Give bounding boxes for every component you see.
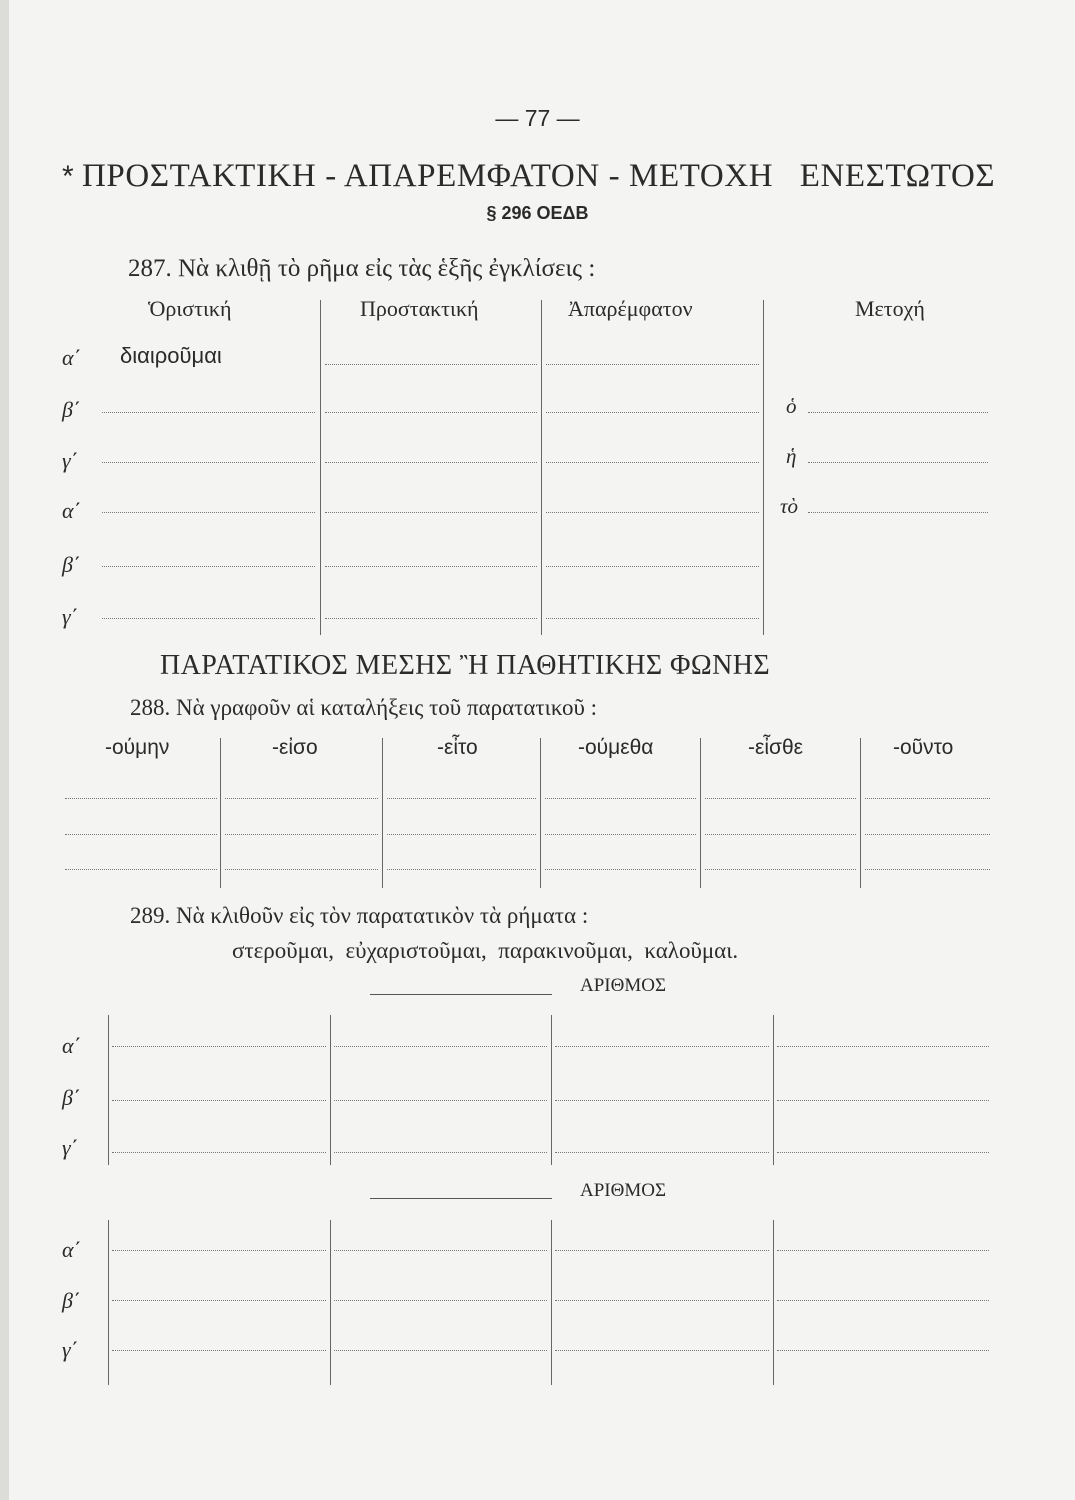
answer-line[interactable] <box>555 1046 769 1047</box>
row-label: β΄ <box>62 1085 81 1110</box>
row-label: β΄ <box>62 552 81 577</box>
ending-ounto: -οῦντο <box>893 736 954 759</box>
row-label: β΄ <box>62 1288 81 1313</box>
answer-line[interactable] <box>102 462 315 463</box>
answer-line[interactable] <box>387 834 536 835</box>
row-label: α΄ <box>62 1033 81 1058</box>
answer-line[interactable] <box>777 1350 989 1351</box>
number-label-plural: ΑΡΙΘΜΟΣ <box>580 1180 667 1201</box>
row-label: α΄ <box>62 345 81 370</box>
answer-line[interactable] <box>225 869 378 870</box>
answer-line[interactable] <box>865 798 990 799</box>
answer-line[interactable] <box>225 834 378 835</box>
ending-oumin: -ούμην <box>105 736 170 759</box>
number-underline <box>370 1198 552 1199</box>
answer-line[interactable] <box>555 1152 769 1153</box>
answer-line[interactable] <box>555 1250 769 1251</box>
header-prostaktiki: Προστακτική <box>360 296 479 321</box>
answer-line[interactable] <box>808 412 988 413</box>
answer-line[interactable] <box>777 1300 989 1301</box>
answer-line[interactable] <box>112 1100 326 1101</box>
answer-line[interactable] <box>777 1046 989 1047</box>
answer-line[interactable] <box>112 1350 326 1351</box>
answer-line[interactable] <box>112 1300 326 1301</box>
exercise-287-instruction: 287. Νὰ κλιθῇ τὸ ρῆμα εἰς τὰς ἑξῆς ἐγκλίσεις : <box>128 255 596 282</box>
row-label: α΄ <box>62 498 81 523</box>
row-label: β΄ <box>62 397 81 422</box>
answer-line[interactable] <box>102 412 315 413</box>
header-aparemfaton: Ἀπαρέμφατον <box>568 296 693 321</box>
answer-line[interactable] <box>555 1100 769 1101</box>
table-289a-divider-1 <box>330 1015 331 1165</box>
answer-line[interactable] <box>334 1300 547 1301</box>
row-label: γ΄ <box>62 604 78 629</box>
exercise-288-instruction: 288. Νὰ γραφοῦν αἱ καταλήξεις τοῦ παρατατικοῦ : <box>130 695 597 720</box>
answer-line[interactable] <box>334 1250 547 1251</box>
answer-line[interactable] <box>777 1100 989 1101</box>
ending-eisthe: -εἶσθε <box>748 736 804 759</box>
answer-line[interactable] <box>102 512 315 513</box>
header-metochi: Μετοχή <box>855 296 925 321</box>
answer-line[interactable] <box>777 1152 989 1153</box>
answer-line[interactable] <box>334 1100 547 1101</box>
answer-line[interactable] <box>65 798 217 799</box>
table-287-divider-1 <box>320 300 321 635</box>
header-oristiki: Ὁριστική <box>148 296 232 321</box>
table-288-divider-5 <box>860 738 861 888</box>
participle-article-feminine: ἡ <box>786 444 797 468</box>
answer-line[interactable] <box>545 798 696 799</box>
answer-line[interactable] <box>808 462 988 463</box>
answer-line[interactable] <box>865 834 990 835</box>
answer-line[interactable] <box>325 364 537 365</box>
table-288-divider-4 <box>700 738 701 888</box>
ending-eiso: -εἰσο <box>272 736 318 759</box>
section-reference: § 296 ΟΕΔΒ <box>486 203 589 223</box>
answer-line[interactable] <box>545 834 696 835</box>
answer-line[interactable] <box>112 1250 326 1251</box>
answer-line[interactable] <box>325 618 537 619</box>
table-288-divider-2 <box>382 738 383 888</box>
verbs-to-conjugate: στεροῦμαι, εὐχαριστοῦμαι, παρακινοῦμαι, καλοῦμαι. <box>232 938 739 963</box>
page-number: — 77 — <box>495 105 580 131</box>
answer-line[interactable] <box>545 869 696 870</box>
answer-line[interactable] <box>65 834 217 835</box>
table-289b-divider-1 <box>330 1220 331 1385</box>
answer-line[interactable] <box>387 798 536 799</box>
answer-line[interactable] <box>546 462 759 463</box>
answer-line[interactable] <box>325 412 537 413</box>
table-289a-divider-3 <box>773 1015 774 1165</box>
table-287-divider-2 <box>541 300 542 635</box>
table-287-divider-3 <box>763 300 764 635</box>
table-289b-left-border <box>108 1220 109 1385</box>
first-verb: διαιροῦμαι <box>120 343 222 368</box>
answer-line[interactable] <box>65 869 217 870</box>
participle-article-neuter: τὸ <box>780 494 799 518</box>
page-title: ΠΡΟΣΤΑΚΤΙΚΗ - ΑΠΑΡΕΜΦΑΤΟΝ - ΜΕΤΟΧΗ ΕΝΕΣΤΩΤΟΣ <box>82 158 996 194</box>
answer-line[interactable] <box>546 512 759 513</box>
answer-line[interactable] <box>865 869 990 870</box>
section-2-title: ΠΑΡΑΤΑΤΙΚΟΣ ΜΕΣΗΣ Ἢ ΠΑΘΗΤΙΚΗΣ ΦΩΝΗΣ <box>160 650 771 681</box>
answer-line[interactable] <box>334 1046 547 1047</box>
answer-line[interactable] <box>546 412 759 413</box>
row-label: γ΄ <box>62 1337 78 1362</box>
table-289a-divider-2 <box>551 1015 552 1165</box>
number-label-singular: ΑΡΙΘΜΟΣ <box>580 975 667 996</box>
table-289a-left-border <box>108 1015 109 1165</box>
answer-line[interactable] <box>325 512 537 513</box>
number-underline <box>370 994 552 995</box>
row-label: γ΄ <box>62 1135 78 1160</box>
answer-line[interactable] <box>102 566 315 567</box>
answer-line[interactable] <box>546 618 759 619</box>
answer-line[interactable] <box>555 1350 769 1351</box>
answer-line[interactable] <box>546 364 759 365</box>
answer-line[interactable] <box>112 1152 326 1153</box>
answer-line[interactable] <box>705 798 856 799</box>
ending-oumetha: -ούμεθα <box>578 736 654 759</box>
table-288-divider-1 <box>220 738 221 888</box>
answer-line[interactable] <box>325 462 537 463</box>
answer-line[interactable] <box>705 869 856 870</box>
answer-line[interactable] <box>777 1250 989 1251</box>
answer-line[interactable] <box>705 834 856 835</box>
answer-line[interactable] <box>555 1300 769 1301</box>
row-label: α΄ <box>62 1237 81 1262</box>
answer-line[interactable] <box>334 1152 547 1153</box>
answer-line[interactable] <box>112 1046 326 1047</box>
answer-line[interactable] <box>546 566 759 567</box>
answer-line[interactable] <box>325 566 537 567</box>
row-label: γ΄ <box>62 448 78 473</box>
exercise-289-instruction: 289. Νὰ κλιθοῦν εἰς τὸν παρατατικὸν τὰ ρήματα : <box>130 903 589 928</box>
participle-article-masculine: ὁ <box>786 394 797 418</box>
answer-line[interactable] <box>387 869 536 870</box>
table-288-divider-3 <box>540 738 541 888</box>
answer-line[interactable] <box>225 798 378 799</box>
answer-line[interactable] <box>102 618 315 619</box>
answer-line[interactable] <box>808 512 988 513</box>
answer-line[interactable] <box>334 1350 547 1351</box>
page-binding-edge <box>0 0 9 1500</box>
table-289b-divider-2 <box>551 1220 552 1385</box>
table-289b-divider-3 <box>773 1220 774 1385</box>
ending-eito: -εἶτο <box>437 736 478 759</box>
title-asterisk: * <box>62 160 74 193</box>
